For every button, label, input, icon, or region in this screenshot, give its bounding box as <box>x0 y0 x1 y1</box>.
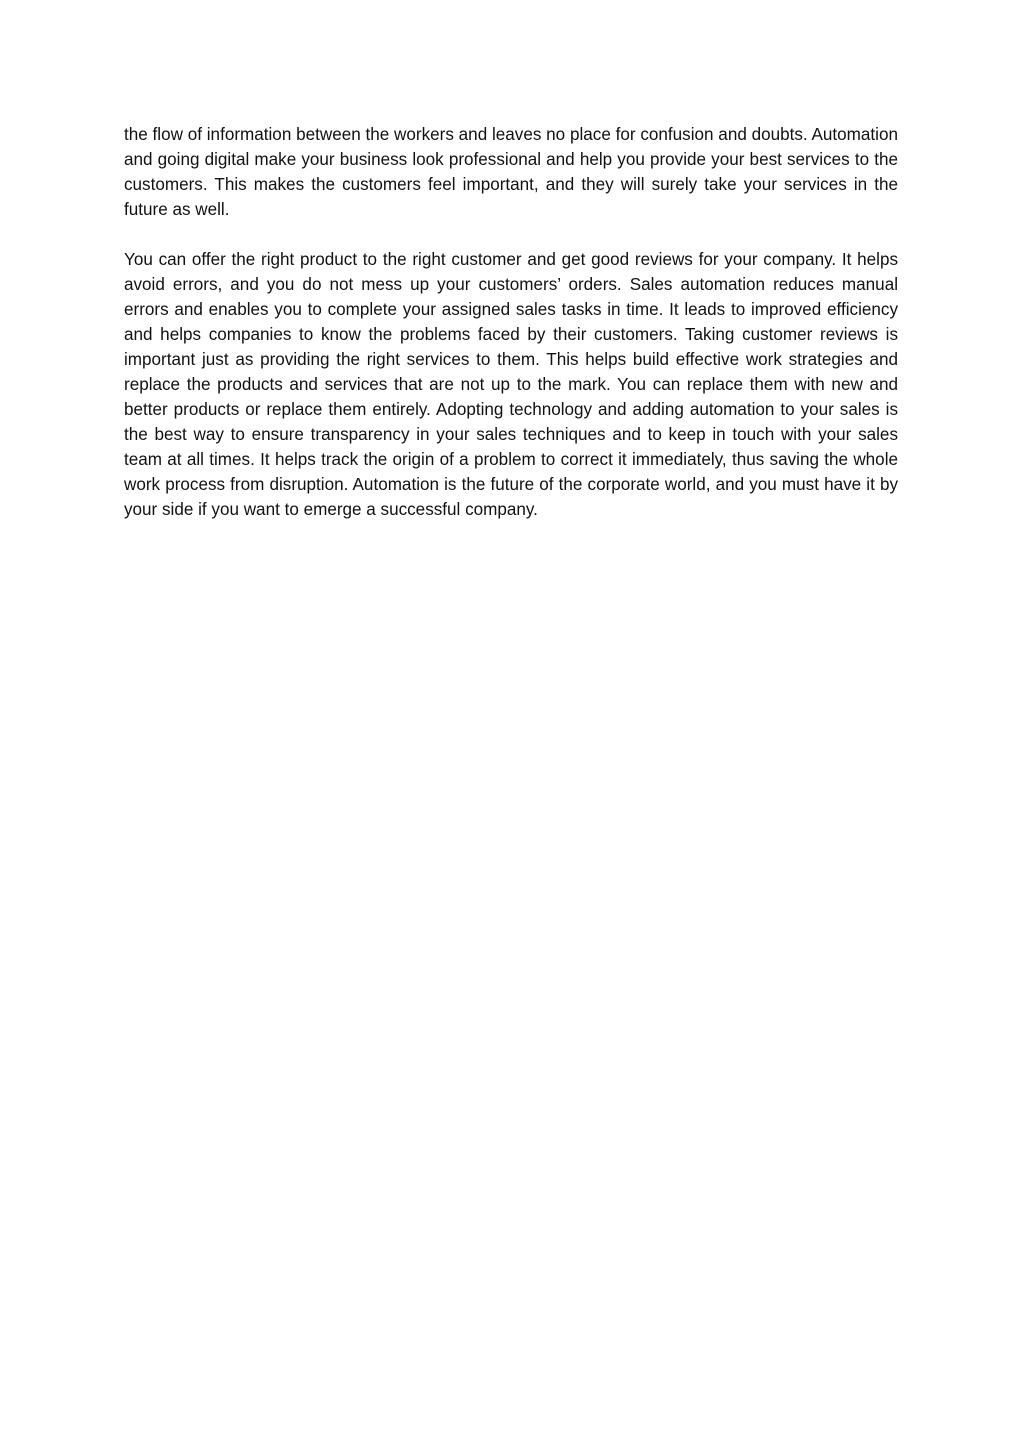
paragraph-2: You can offer the right product to the right customer and get good reviews for your company. It helps avoid errors, and you do not mess up your customers’ orders. Sales automation reduces manual errors and enables you to complete your assigned sales tasks in time. It leads to improved efficiency and helps companies to know the problems faced by their customers. Taking customer reviews is important just as providing the right services to them. This helps build effective work strategies and replace the products and services that are not up to the mark. You can replace them with new and better products or replace them entirely. Adopting technology and adding automation to your sales is the best way to ensure transparency in your sales techniques and to keep in touch with your sales team at all times. It helps track the origin of a problem to correct it immediately, thus saving the whole work process from disruption. Automation is the future of the corporate world, and you must have it by your side if you want to emerge a successful company. <box>124 250 898 519</box>
document-body <box>124 122 898 522</box>
paragraph-1: the flow of information between the workers and leaves no place for confusion and doubts. Automation and going digital make your business look professional and help you provide your best services to the customers. This makes the customers feel important, and they will surely take your services in the future as well. <box>124 125 898 219</box>
